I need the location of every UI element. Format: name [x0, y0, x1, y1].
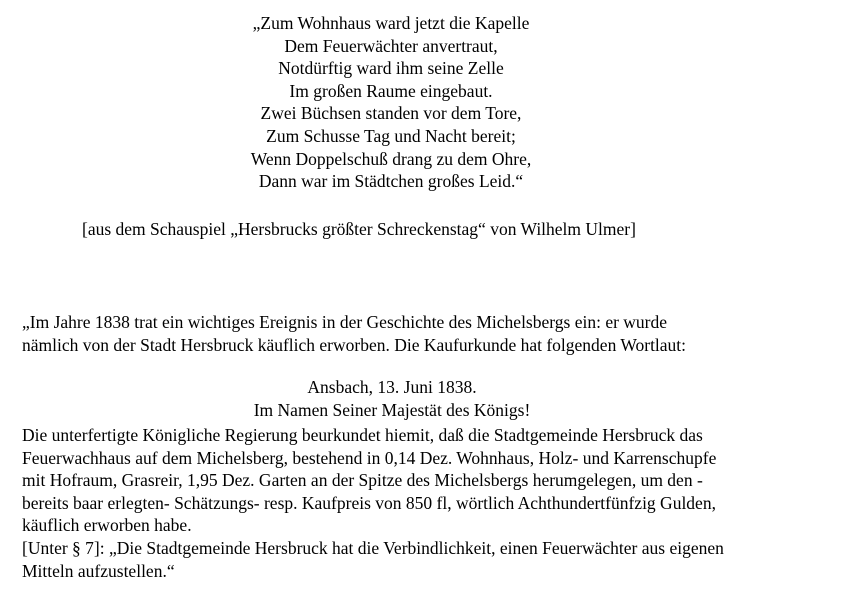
- poem-line: Dann war im Städtchen großes Leid.“: [258, 171, 524, 192]
- deed-body-line: mit Hofraum, Grasreir, 1,95 Dez. Garten an der Spitze des Michelsbergs herumgelegen, um den -: [22, 470, 703, 491]
- poem-line: Dem Feuerwächter anvertraut,: [284, 35, 498, 56]
- poem-line: Zum Schusse Tag und Nacht bereit;: [266, 125, 516, 146]
- source-citation: [aus dem Schauspiel „Hersbrucks größter Schreckenstag“ von Wilhelm Ulmer]: [82, 219, 636, 239]
- intro-line: „Im Jahre 1838 trat ein wichtiges Ereignis in der Geschichte des Michelsbergs ein: er wurde: [22, 312, 668, 332]
- poem-line: Wenn Doppelschuß drang zu dem Ohre,: [250, 148, 532, 169]
- intro-paragraph: [22, 311, 822, 356]
- poem-line: Im großen Raume eingebaut.: [289, 80, 493, 101]
- deed-salutation: Im Namen Seiner Majestät des Königs!: [253, 399, 531, 420]
- deed-body-line: bereits baar erlegten- Schätzungs- resp. Kaufpreis von 850 fl, wörtlich Achthundertfünfzig Gulden,: [22, 492, 716, 513]
- deed-place-date: Ansbach, 13. Juni 1838.: [307, 377, 477, 397]
- deed-body: [22, 424, 832, 582]
- deed-header: [22, 376, 762, 421]
- intro-line: nämlich von der Stadt Hersbruck käuflich erworben. Die Kaufurkunde hat folgenden Wortlaut:: [22, 334, 687, 355]
- deed-body-line: Mitteln aufzustellen.“: [22, 560, 175, 581]
- poem-block: [216, 12, 566, 193]
- poem-line: „Zum Wohnhaus ward jetzt die Kapelle: [252, 13, 530, 33]
- poem-line: Notdürftig ward ihm seine Zelle: [278, 58, 504, 79]
- deed-body-line: Feuerwachhaus auf dem Michelsberg, bestehend in 0,14 Dez. Wohnhaus, Holz- und Karrenschupfe: [22, 447, 717, 468]
- deed-body-line: [Unter § 7]: „Die Stadtgemeinde Hersbruck hat die Verbindlichkeit, einen Feuerwächter aus eigenen: [22, 537, 724, 558]
- deed-body-line: Die unterfertigte Königliche Regierung beurkundet hiemit, daß die Stadtgemeinde Hersbruck das: [22, 425, 703, 445]
- poem-line: Zwei Büchsen standen vor dem Tore,: [260, 103, 522, 124]
- deed-body-line: käuflich erworben habe.: [22, 515, 192, 536]
